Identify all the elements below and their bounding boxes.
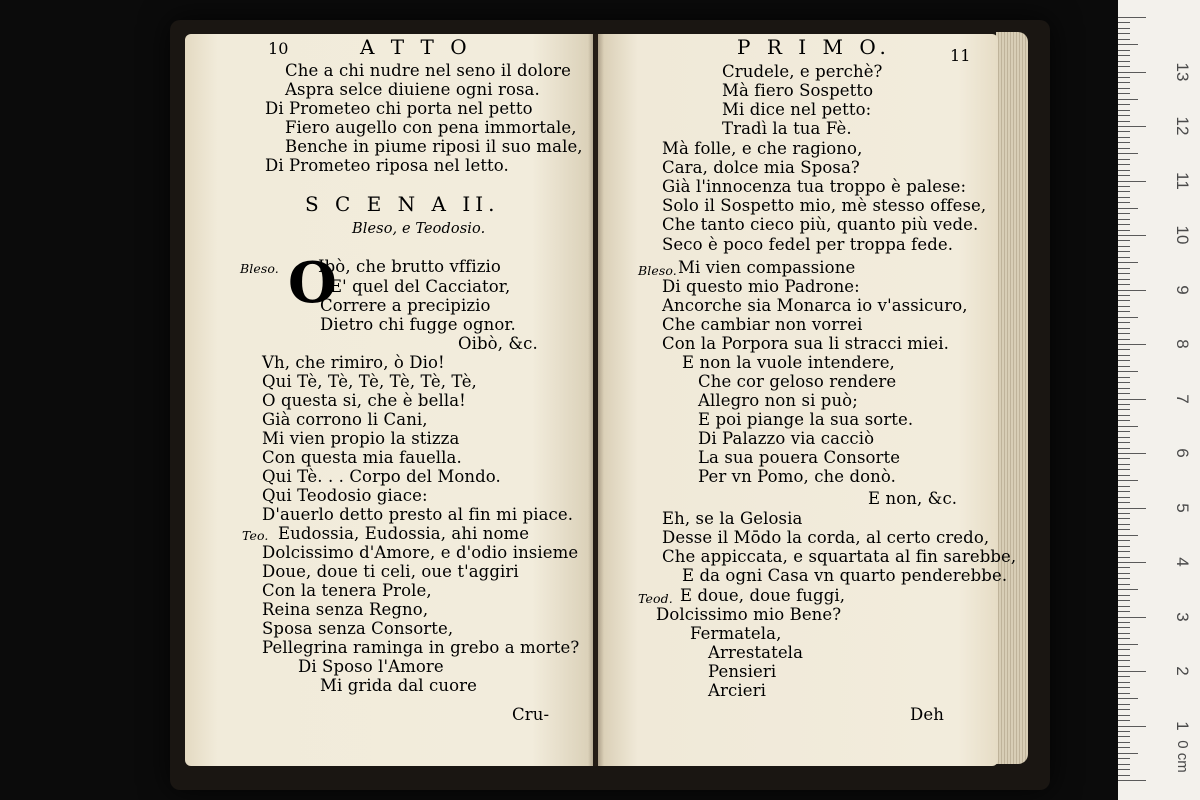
ruler-tick: [1118, 235, 1146, 236]
text-line: Desse il Mōdo la corda, al certo credo,: [662, 528, 990, 547]
ruler-tick: [1118, 66, 1130, 67]
ruler-tick: [1118, 584, 1130, 585]
catchword: Deh: [910, 705, 944, 724]
ruler-tick: [1118, 366, 1130, 367]
ruler-tick: [1118, 589, 1138, 590]
ruler-tick: [1118, 567, 1130, 568]
ruler-tick: [1118, 268, 1130, 269]
ruler-tick: [1118, 311, 1130, 312]
text-line: Per vn Pomo, che donò.: [698, 467, 896, 486]
ruler-tick: [1118, 469, 1130, 470]
ruler-tick: [1118, 475, 1130, 476]
ruler-tick: [1118, 606, 1130, 607]
text-line: Che cambiar non vorrei: [662, 315, 863, 334]
text-line: Mi vien propio la stizza: [262, 429, 460, 448]
ruler-tick: [1118, 524, 1130, 525]
ruler-tick: [1118, 682, 1130, 683]
ruler-tick: [1118, 715, 1130, 716]
text-line: Di questo mio Padrone:: [662, 277, 860, 296]
ruler-tick: [1118, 300, 1130, 301]
ruler-number: 2: [1173, 666, 1192, 676]
speaker-label: Teod.: [638, 591, 673, 606]
ruler-tick: [1118, 333, 1130, 334]
ruler-tick: [1118, 126, 1146, 127]
text-line: Pellegrina raminga in grebo a morte?: [262, 638, 580, 657]
text-line: Arrestatela: [708, 643, 804, 662]
ruler-tick: [1118, 448, 1130, 449]
text-line: Correre a precipizio: [320, 296, 491, 315]
ruler-tick: [1118, 764, 1130, 765]
text-line: Mà folle, e che ragiono,: [662, 139, 863, 158]
text-line: Cara, dolce mia Sposa?: [662, 158, 860, 177]
text-line: Eudossia, Eudossia, ahi nome: [278, 524, 530, 543]
text-line: E doue, doue fuggi,: [680, 586, 846, 605]
ruler-tick: [1118, 693, 1130, 694]
ruler-tick: [1118, 551, 1130, 552]
ruler-tick: [1118, 726, 1146, 727]
ruler-tick: [1118, 230, 1130, 231]
ruler-tick: [1118, 540, 1130, 541]
text-line: E da ogni Casa vn quarto penderebbe.: [682, 566, 1008, 585]
ruler-tick: [1118, 480, 1138, 481]
ruler-tick: [1118, 453, 1146, 454]
measuring-ruler: [1118, 0, 1200, 800]
ruler-tick: [1118, 464, 1130, 465]
ruler-tick: [1118, 344, 1146, 345]
text-line: Tradì la tua Fè.: [722, 119, 852, 138]
text-line: E poi piange la sua sorte.: [698, 410, 914, 429]
ruler-tick: [1118, 426, 1138, 427]
ruler-tick: [1118, 458, 1130, 459]
ruler-tick: [1118, 698, 1138, 699]
speaker-label: Bleso.: [240, 261, 279, 276]
ruler-tick: [1118, 655, 1130, 656]
ruler-number: 10: [1173, 225, 1192, 245]
text-line: Vh, che rimiro, ò Dio!: [262, 353, 445, 372]
ruler-tick: [1118, 611, 1130, 612]
ruler-tick: [1118, 420, 1130, 421]
text-line: Con la Porpora sua li stracci miei.: [662, 334, 950, 353]
ruler-tick: [1118, 731, 1130, 732]
ruler-tick: [1118, 399, 1146, 400]
text-line: Benche in piume riposi il suo male,: [285, 137, 583, 156]
text-line: Ancorche sia Monarca io v'assicuro,: [662, 296, 968, 315]
ruler-tick: [1118, 415, 1130, 416]
ruler-tick: [1118, 322, 1130, 323]
ruler-tick: [1118, 295, 1130, 296]
ruler-tick: [1118, 633, 1130, 634]
text-line: Mi vien compassione: [678, 258, 856, 277]
text-line: Con la tenera Prole,: [262, 581, 432, 600]
ruler-tick: [1118, 99, 1138, 100]
ruler-tick: [1118, 769, 1130, 770]
ruler-tick: [1118, 77, 1130, 78]
text-line: Fiero augello con pena immortale,: [285, 118, 577, 137]
ruler-tick: [1118, 219, 1130, 220]
ruler-tick: [1118, 88, 1130, 89]
ruler-tick: [1118, 388, 1130, 389]
ruler-tick: [1118, 22, 1130, 23]
text-line: Mi dice nel petto:: [722, 100, 872, 119]
ruler-tick: [1118, 687, 1130, 688]
ruler-tick: [1118, 409, 1130, 410]
ruler-tick: [1118, 224, 1130, 225]
text-line: Che a chi nudre nel seno il dolore: [285, 61, 571, 80]
ruler-tick: [1118, 328, 1130, 329]
left-page-number: 10: [268, 39, 289, 58]
ruler-tick: [1118, 491, 1130, 492]
text-line: Ibò, che brutto vffizio: [318, 257, 501, 276]
ruler-tick: [1118, 208, 1138, 209]
ruler-tick: [1118, 393, 1130, 394]
ruler-tick: [1118, 153, 1138, 154]
book-gutter: [588, 34, 604, 766]
ruler-tick: [1118, 164, 1130, 165]
ruler-number: 5: [1173, 502, 1192, 513]
right-page-number: 11: [950, 46, 971, 65]
ruler-tick: [1118, 529, 1130, 530]
ruler-number: 9: [1173, 284, 1192, 295]
ruler-tick: [1118, 371, 1138, 372]
text-line: Mi grida dal cuore: [320, 676, 477, 695]
ruler-number: 3: [1173, 611, 1192, 622]
ruler-tick: [1118, 573, 1130, 574]
text-line: Reina senza Regno,: [262, 600, 429, 619]
ruler-tick: [1118, 273, 1130, 274]
ruler-tick: [1118, 720, 1130, 721]
ruler-tick: [1118, 617, 1146, 618]
text-line: Pensieri: [708, 662, 777, 681]
ruler-tick: [1118, 110, 1130, 111]
ruler-tick: [1118, 535, 1138, 536]
ruler-tick: [1118, 257, 1130, 258]
ruler-tick: [1118, 502, 1130, 503]
ruler-tick: [1118, 246, 1130, 247]
ruler-tick: [1118, 104, 1130, 105]
ruler-tick: [1118, 360, 1130, 361]
text-line: Che cor geloso rendere: [698, 372, 897, 391]
text-line: Con questa mia fauella.: [262, 448, 462, 467]
text-line: Dietro chi fugge ognor.: [320, 315, 516, 334]
ruler-tick: [1118, 595, 1130, 596]
ruler-tick: [1118, 55, 1130, 56]
speaker-label: Teo.: [242, 528, 269, 543]
ruler-tick: [1118, 44, 1138, 45]
ruler-tick: [1118, 17, 1146, 18]
text-line: Che appiccata, e squartata al fin sarebbe,: [662, 547, 1017, 566]
ruler-tick: [1118, 404, 1130, 405]
ruler-tick: [1118, 753, 1138, 754]
ruler-tick: [1118, 290, 1146, 291]
ruler-tick: [1118, 486, 1130, 487]
scene-heading: S C E N A II.: [305, 192, 500, 216]
ruler-number: 8: [1173, 339, 1192, 349]
ruler-tick: [1118, 202, 1130, 203]
text-line: Di Prometeo riposa nel letto.: [265, 156, 509, 175]
text-line: Sposa senza Consorte,: [262, 619, 454, 638]
ruler-tick: [1118, 339, 1130, 340]
ruler-tick: [1118, 546, 1130, 547]
speaker-label: Bleso.: [638, 263, 677, 278]
text-line: Qui Teodosio giace:: [262, 486, 428, 505]
ruler-number: 4: [1173, 557, 1192, 567]
text-line: E non la vuole intendere,: [682, 353, 895, 372]
ruler-tick: [1118, 191, 1130, 192]
ruler-tick: [1118, 213, 1130, 214]
ruler-tick: [1118, 431, 1130, 432]
text-line: D'auerlo detto presto al fin mi piace.: [262, 505, 574, 524]
text-line: Di Sposo l'Amore: [298, 657, 444, 676]
ruler-number: 1: [1173, 720, 1192, 731]
text-line: Che tanto cieco più, quanto più vede.: [662, 215, 979, 234]
ruler-unit-label: 0 cm: [1173, 740, 1191, 773]
text-line: Arcieri: [708, 681, 766, 700]
ruler-tick: [1118, 262, 1138, 263]
ruler-tick: [1118, 33, 1130, 34]
ruler-tick: [1118, 142, 1130, 143]
left-running-head: A T T O: [360, 35, 472, 59]
ruler-tick: [1118, 649, 1130, 650]
text-line: Qui Tè, Tè, Tè, Tè, Tè, Tè,: [262, 372, 477, 391]
text-line: Di Prometeo chi porta nel petto: [265, 99, 533, 118]
text-line: Oibò, &c.: [458, 334, 538, 353]
ruler-tick: [1118, 622, 1130, 623]
ruler-tick: [1118, 186, 1130, 187]
text-line: La sua pouera Consorte: [698, 448, 901, 467]
ruler-tick: [1118, 175, 1130, 176]
ruler-tick: [1118, 50, 1130, 51]
ruler-tick: [1118, 600, 1130, 601]
ruler-tick: [1118, 660, 1130, 661]
ruler-tick: [1118, 638, 1130, 639]
ruler-tick: [1118, 780, 1146, 781]
ruler-tick: [1118, 82, 1130, 83]
ruler-tick: [1118, 39, 1130, 40]
ruler-tick: [1118, 61, 1130, 62]
ruler-tick: [1118, 137, 1130, 138]
ruler-tick: [1118, 437, 1130, 438]
ruler-tick: [1118, 251, 1130, 252]
ruler-tick: [1118, 131, 1130, 132]
drop-capital: O: [288, 250, 337, 316]
ruler-tick: [1118, 317, 1138, 318]
text-line: Aspra selce diuiene ogni rosa.: [285, 80, 540, 99]
ruler-tick: [1118, 508, 1146, 509]
ruler-tick: [1118, 742, 1130, 743]
ruler-number: 11: [1173, 171, 1192, 190]
ruler-tick: [1118, 747, 1130, 748]
text-line: E non, &c.: [868, 489, 958, 508]
ruler-tick: [1118, 518, 1130, 519]
ruler-tick: [1118, 627, 1130, 628]
ruler-tick: [1118, 115, 1130, 116]
ruler-number: 13: [1173, 62, 1192, 81]
ruler-tick: [1118, 197, 1130, 198]
ruler-tick: [1118, 676, 1130, 677]
ruler-number: 6: [1173, 448, 1192, 458]
text-line: E' quel del Cacciator,: [330, 277, 511, 296]
ruler-tick: [1118, 377, 1130, 378]
ruler-tick: [1118, 775, 1130, 776]
ruler-tick: [1118, 72, 1146, 73]
ruler-tick: [1118, 181, 1146, 182]
ruler-tick: [1118, 148, 1130, 149]
text-line: Già corrono li Cani,: [262, 410, 428, 429]
ruler-tick: [1118, 704, 1130, 705]
ruler-tick: [1118, 644, 1138, 645]
ruler-number: 12: [1173, 116, 1192, 136]
ruler-number: 7: [1173, 393, 1192, 404]
text-line: Eh, se la Gelosia: [662, 509, 803, 528]
ruler-tick: [1118, 562, 1146, 563]
ruler-tick: [1118, 28, 1130, 29]
ruler-tick: [1118, 557, 1130, 558]
text-line: Solo il Sospetto mio, mè stesso offese,: [662, 196, 987, 215]
ruler-tick: [1118, 709, 1130, 710]
scene-characters: Bleso, e Teodosio.: [352, 221, 486, 237]
text-line: Crudele, e perchè?: [722, 62, 883, 81]
text-line: Doue, doue ti celi, oue t'aggiri: [262, 562, 519, 581]
ruler-tick: [1118, 671, 1146, 672]
text-line: Qui Tè. . . Corpo del Mondo.: [262, 467, 501, 486]
ruler-tick: [1118, 666, 1130, 667]
page-fore-edge: [996, 32, 1028, 764]
ruler-tick: [1118, 758, 1130, 759]
ruler-tick: [1118, 513, 1130, 514]
ruler-tick: [1118, 306, 1130, 307]
ruler-tick: [1118, 736, 1130, 737]
ruler-tick: [1118, 349, 1130, 350]
right-running-head: P R I M O.: [737, 35, 891, 59]
ruler-tick: [1118, 284, 1130, 285]
catchword: Cru-: [512, 705, 550, 724]
ruler-tick: [1118, 355, 1130, 356]
ruler-tick: [1118, 578, 1130, 579]
text-line: O questa si, che è bella!: [262, 391, 466, 410]
ruler-tick: [1118, 170, 1130, 171]
text-line: Seco è poco fedel per troppa fede.: [662, 235, 954, 254]
ruler-tick: [1118, 159, 1130, 160]
ruler-tick: [1118, 442, 1130, 443]
text-line: Mà fiero Sospetto: [722, 81, 874, 100]
text-line: Di Palazzo via cacciò: [698, 429, 875, 448]
ruler-tick: [1118, 93, 1130, 94]
ruler-tick: [1118, 279, 1130, 280]
ruler-tick: [1118, 240, 1130, 241]
text-line: Dolcissimo d'Amore, e d'odio insieme: [262, 543, 579, 562]
ruler-tick: [1118, 382, 1130, 383]
text-line: Fermatela,: [690, 624, 782, 643]
text-line: Già l'innocenza tua troppo è palese:: [662, 177, 967, 196]
ruler-tick: [1118, 121, 1130, 122]
text-line: Allegro non si può;: [698, 391, 858, 410]
ruler-tick: [1118, 497, 1130, 498]
text-line: Dolcissimo mio Bene?: [656, 605, 842, 624]
